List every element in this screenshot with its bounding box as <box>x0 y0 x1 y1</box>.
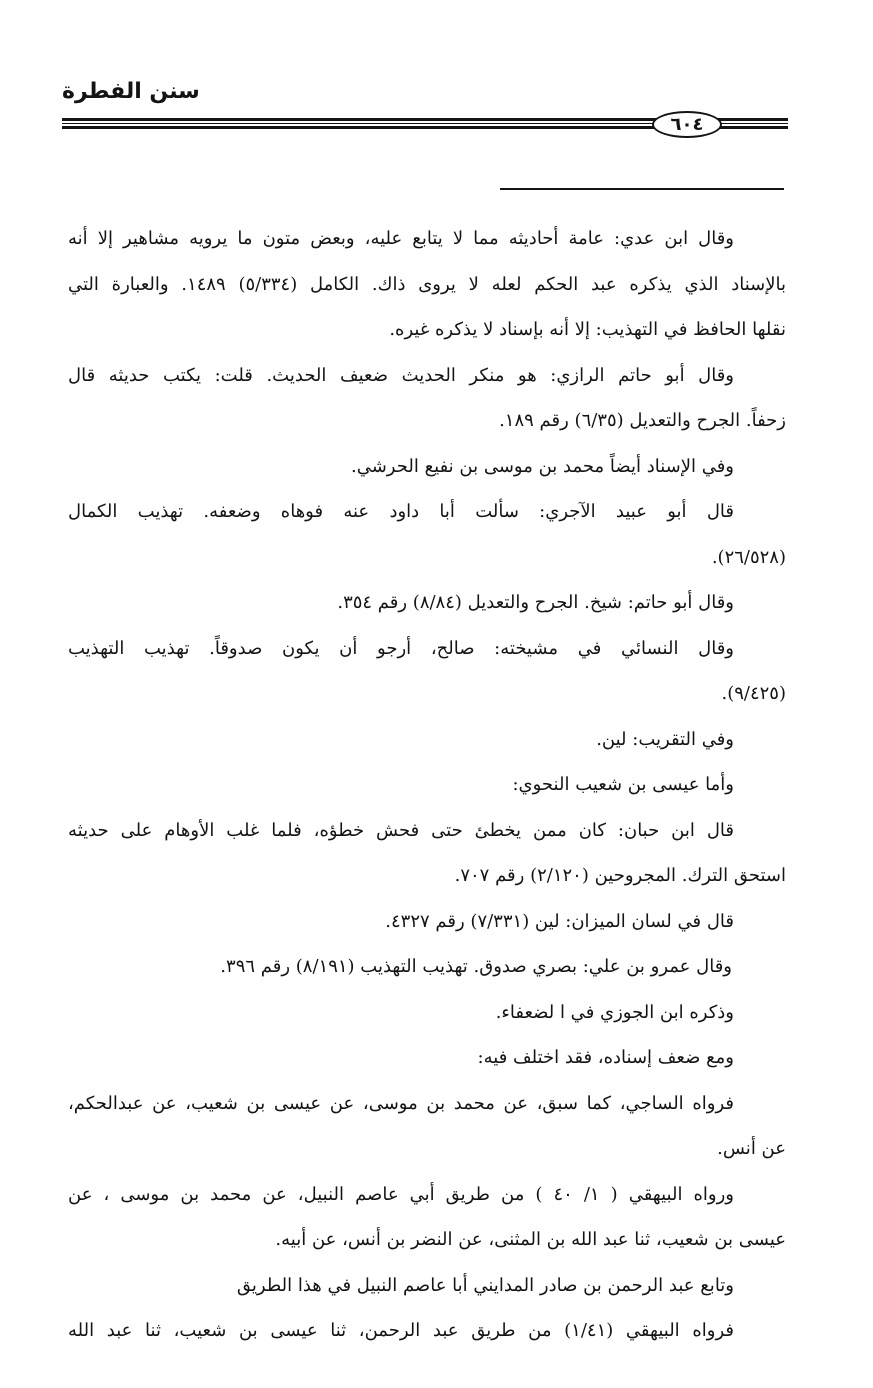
text-line: عيسى بن شعيب، ثنا عبد الله بن المثنى، عن النضر بن أنس، عن أبيه. <box>275 1229 786 1250</box>
text-line: وقال عمرو بن علي: بصري صدوق. تهذيب التهذيب (٨/١٩١) رقم ٣٩٦. <box>220 956 732 977</box>
text-line: وقال ابن عدي: عامة أحاديثه مما لا يتابع عليه، وبعض متون ما يرويه مشاهير إلا أنه <box>68 228 734 249</box>
text-line: فرواه البيهقي (١/٤١) من طريق عبد الرحمن، ثنا عيسى بن شعيب، ثنا عبد الله <box>68 1320 735 1341</box>
page-number: ٦٠٤ <box>652 111 722 138</box>
text-line: بالإسناد الذي يذكره عبد الحكم لعله لا يروى ذاك. الكامل (٥/٣٣٤) ١٤٨٩. والعبارة التي <box>68 273 786 295</box>
text-line: وذكره ابن الجوزي في ا لضعفاء. <box>495 1001 734 1023</box>
text-line: وأما عيسى بن شعيب النحوي: <box>512 774 734 795</box>
text-line: قال ابن حبان: كان ممن يخطئ حتى فحش خطؤه، فلما غلب الأوهام على حديثه <box>68 819 734 841</box>
text-line: وفي الإسناد أيضاً محمد بن موسى بن نفيع الحرشي. <box>351 455 734 477</box>
text-line: ورواه البيهقي ( ١/ ٤٠ ) من طريق أبي عاصم النبيل، عن محمد بن موسى ، عن <box>68 1183 734 1205</box>
text-line: استحق الترك. المجروحين (٢/١٢٠) رقم ٧٠٧. <box>454 865 786 886</box>
text-line: قال في لسان الميزان: لين (٧/٣٣١) رقم ٤٣٢٧. <box>385 910 734 932</box>
footnote-separator <box>500 188 784 190</box>
text-line: (٩/٤٢٥). <box>721 683 786 704</box>
footnote-text <box>68 216 786 1354</box>
text-line: عن أنس. <box>717 1138 786 1159</box>
text-line: قال أبو عبيد الآجري: سألت أبا داود عنه فوهاه وضعفه. تهذيب الكمال <box>68 501 734 522</box>
text-line: زحفاً. الجرح والتعديل (٦/٣٥) رقم ١٨٩. <box>499 410 786 431</box>
text-line: وتابع عبد الرحمن بن صادر المدايني أبا عاصم النبيل في هذا الطريق <box>236 1274 734 1296</box>
text-line: (٢٦/٥٢٨). <box>711 546 786 568</box>
text-line: وقال أبو حاتم: شيخ. الجرح والتعديل (٨/٨٤) رقم ٣٥٤. <box>337 592 734 613</box>
running-head-title: سنن الفطرة <box>62 79 200 104</box>
text-line: فرواه الساجي، كما سبق، عن محمد بن موسى، عن عيسى بن شعيب، عن عبدالحكم، <box>68 1092 734 1114</box>
text-line: نقلها الحافظ في التهذيب: إلا أنه بإسناد لا يذكره غيره. <box>389 319 786 340</box>
text-line: وفي التقريب: لين. <box>596 728 734 750</box>
text-line: وقال أبو حاتم الرازي: هو منكر الحديث ضعيف الحديث. قلت: يكتب حديثه قال <box>68 364 734 386</box>
text-line: ومع ضعف إسناده، فقد اختلف فيه: <box>477 1047 734 1068</box>
text-line: وقال النسائي في مشيخته: صالح، أرجو أن يكون صدوقاً. تهذيب التهذيب <box>68 637 734 659</box>
